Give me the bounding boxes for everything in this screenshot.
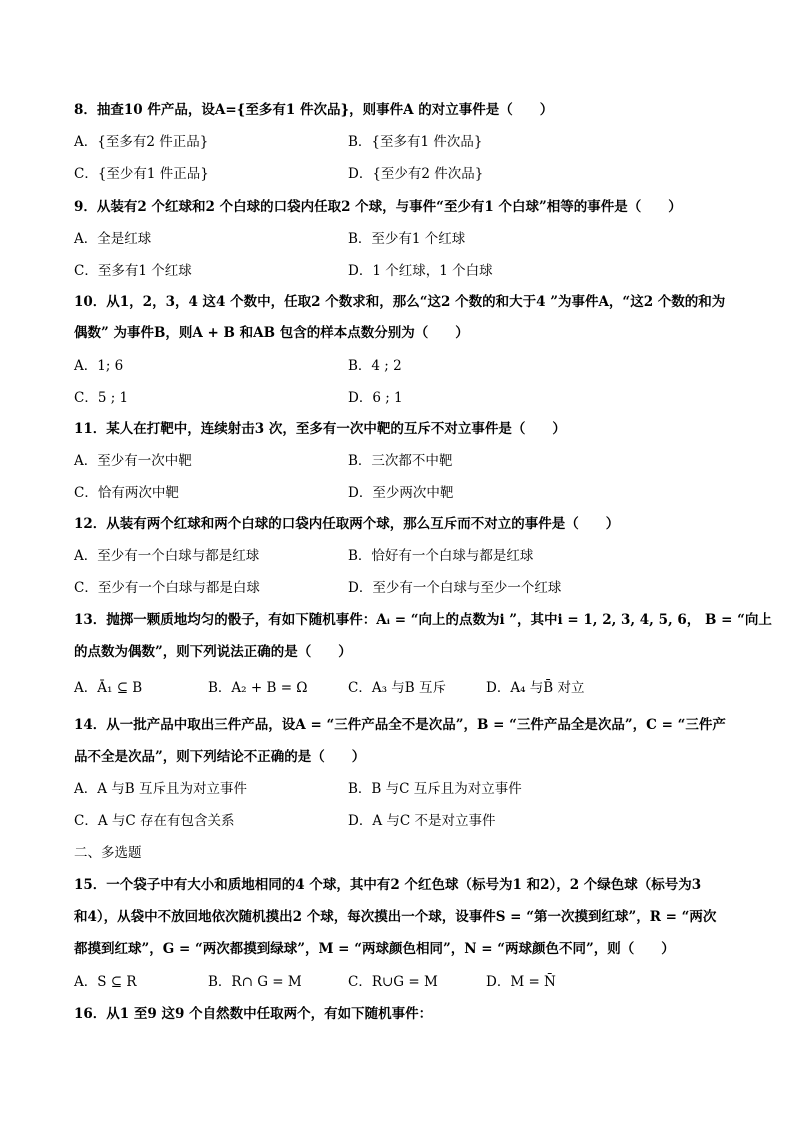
q8-option-a: A．{至多有2 件正品} [74, 134, 209, 150]
section-title-multiple-choice: 二、多选题 [74, 845, 142, 861]
q14-option-c: C．A 与C 存在有包含关系 [74, 813, 235, 829]
question-10-stem-line-1: 10．从1，2，3，4 这4 个数中，任取2 个数求和，那么“这2 个数的和大于4 ”为事件A，“这2 个数的和为 [74, 294, 726, 310]
q12-option-c: C．至少有一个白球与都是白球 [74, 580, 260, 596]
q13-option-a: A．Ā₁ ⊆ B [74, 680, 143, 696]
question-14-stem-line-1: 14．从一批产品中取出三件产品，设A = “三件产品全不是次品”，B = “三件产品全是次品”，C = “三件产 [74, 717, 726, 733]
q13-option-c: C．A₃ 与B 互斥 [348, 680, 446, 696]
q10-option-c: C．5 ; 1 [74, 390, 129, 406]
q10-option-b: B．4 ; 2 [348, 358, 402, 374]
q11-option-a: A．至少有一次中靶 [74, 453, 192, 469]
question-11-stem: 11．某人在打靶中，连续射击3 次，至多有一次中靶的互斥不对立事件是（ ） [74, 421, 566, 437]
question-13-stem-line-1: 13．抛掷一颗质地均匀的骰子，有如下随机事件：Aᵢ = “向上的点数为i ”，其中i = 1, 2, 3, 4, 5, 6， B = “向上 [74, 612, 772, 628]
question-10-stem-line-2: 偶数” 为事件B，则A + B 和AB 包含的样本点数分别为（ ） [74, 325, 469, 341]
question-15-stem-line-2: 和4），从袋中不放回地依次随机摸出2 个球，每次摸出一个球，设事件S = “第一次摸到红球”，R = “两次 [74, 909, 717, 925]
q11-option-d: D．至少两次中靶 [348, 485, 454, 501]
question-16-stem: 16．从1 至9 这9 个自然数中任取两个，有如下随机事件： [74, 1006, 433, 1022]
q11-option-c: C．恰有两次中靶 [74, 485, 179, 501]
question-14-stem-line-2: 品不全是次品”，则下列结论不正确的是（ ） [74, 749, 366, 765]
question-15-stem-line-3: 都摸到红球”，G = “两次都摸到绿球”，M = “两球颜色相同”，N = “两球颜色不同”，则（ ） [74, 941, 675, 957]
q15-option-d: D．M = N̄ [486, 974, 556, 990]
q10-option-d: D．6 ; 1 [348, 390, 403, 406]
q9-option-c: C．至多有1 个红球 [74, 263, 192, 279]
question-12-stem: 12．从装有两个红球和两个白球的口袋内任取两个球，那么互斥而不对立的事件是（ ） [74, 516, 620, 532]
question-9-stem: 9．从装有2 个红球和2 个白球的口袋内任取2 个球，与事件“至少有1 个白球”相等的事件是（ ） [74, 199, 682, 215]
q8-option-c: C．{至少有1 件正品} [74, 166, 209, 182]
q8-option-d: D．{至少有2 件次品} [348, 166, 484, 182]
q10-option-a: A．1; 6 [74, 358, 124, 374]
q9-option-b: B．至少有1 个红球 [348, 231, 466, 247]
q11-option-b: B．三次都不中靶 [348, 453, 453, 469]
q14-option-b: B．B 与C 互斥且为对立事件 [348, 781, 522, 797]
q12-option-a: A．至少有一个白球与都是红球 [74, 548, 260, 564]
q9-option-d: D．1 个红球，1 个白球 [348, 263, 493, 279]
question-13-stem-line-2: 的点数为偶数”，则下列说法正确的是（ ） [74, 644, 352, 660]
q8-option-b: B．{至多有1 件次品} [348, 134, 483, 150]
question-15-stem-line-1: 15．一个袋子中有大小和质地相同的4 个球，其中有2 个红色球（标号为1 和2），2 个绿色球（标号为3 [74, 877, 702, 893]
q12-option-d: D．至少有一个白球与至少一个红球 [348, 580, 562, 596]
q15-option-b: B．R∩ G = M [208, 974, 302, 990]
q13-option-b: B．A₂ + B = Ω [208, 680, 308, 696]
q15-option-a: A．S ⊆ R [74, 974, 137, 990]
q15-option-c: C．R∪G = M [348, 974, 438, 990]
question-8-stem: 8．抽查10 件产品，设A={至多有1 件次品}，则事件A 的对立事件是（ ） [74, 102, 554, 118]
q13-option-d: D．A₄ 与B̄ 对立 [486, 680, 585, 696]
q12-option-b: B．恰好有一个白球与都是红球 [348, 548, 534, 564]
q9-option-a: A．全是红球 [74, 231, 152, 247]
q14-option-a: A．A 与B 互斥且为对立事件 [74, 781, 248, 797]
q14-option-d: D．A 与C 不是对立事件 [348, 813, 496, 829]
